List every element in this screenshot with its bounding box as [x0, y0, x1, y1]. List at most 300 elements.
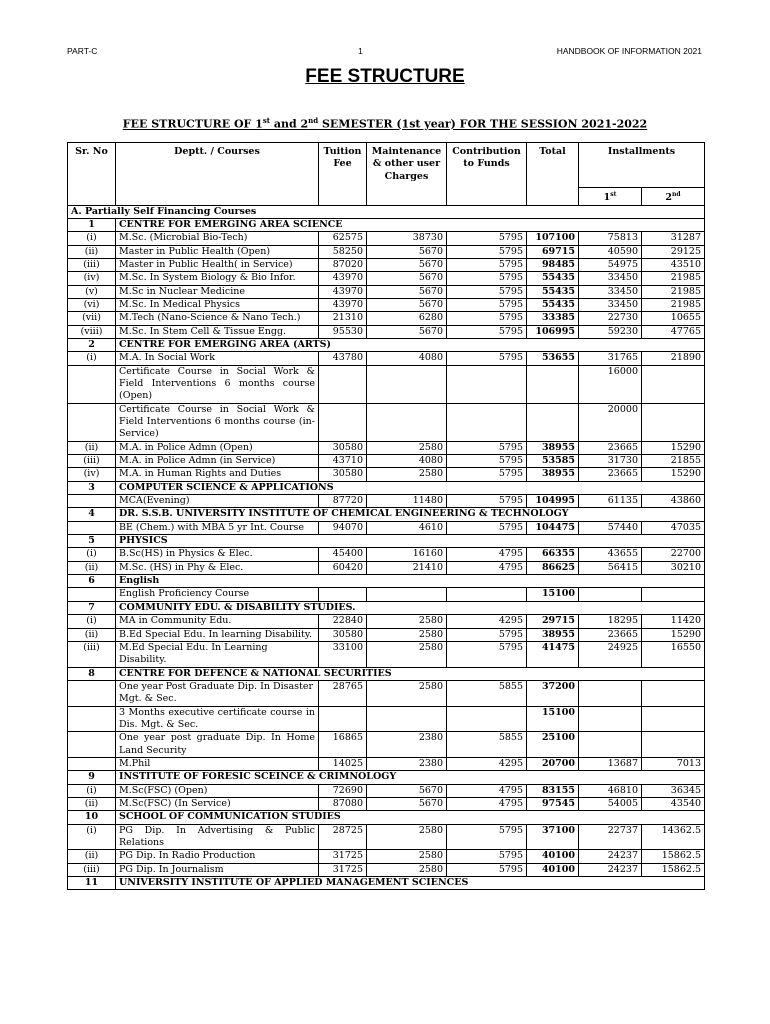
cell-sr: (i) — [68, 615, 116, 628]
cell-sr: 4 — [68, 508, 116, 521]
table-row — [68, 441, 705, 454]
cell-total: 15100 — [527, 588, 579, 601]
cell-contribution: 5795 — [447, 455, 527, 468]
cell-tuition: 95530 — [319, 325, 367, 338]
table-section-row — [68, 535, 705, 548]
cell-installment-1 — [579, 706, 642, 732]
page-title: FEE STRUCTURE — [305, 66, 465, 87]
cell-contribution: 5795 — [447, 863, 527, 876]
cell-total: 66355 — [527, 548, 579, 561]
cell-sr: 3 — [68, 481, 116, 494]
cell-installment-2 — [642, 732, 705, 758]
table-row — [68, 258, 705, 271]
table-section-row — [68, 481, 705, 494]
cell-tuition — [319, 403, 367, 441]
cell-sr — [68, 757, 116, 770]
cell-course: M.Ed Special Edu. In Learning Disability. — [116, 641, 319, 667]
table-section-row — [68, 575, 705, 588]
cell-course: Certificate Course in Social Work & Field Interventions 6 months course (in- Service) — [116, 403, 319, 441]
cell-total — [527, 403, 579, 441]
cell-installment-1: 33450 — [579, 272, 642, 285]
cell-maintenance: 16160 — [367, 548, 447, 561]
cell-tuition: 28765 — [319, 680, 367, 706]
cell-contribution: 5795 — [447, 312, 527, 325]
cell-contribution: 4295 — [447, 757, 527, 770]
cell-maintenance: 2580 — [367, 850, 447, 863]
table-section-row — [68, 338, 705, 351]
cell-installment-2: 30210 — [642, 561, 705, 574]
cell-installment-2: 11420 — [642, 615, 705, 628]
cell-maintenance: 2580 — [367, 680, 447, 706]
cell-course: M.Sc(FSC) (In Service) — [116, 797, 319, 810]
cell-tuition: 31725 — [319, 850, 367, 863]
cell-maintenance: 11480 — [367, 495, 447, 508]
table-row — [68, 232, 705, 245]
cell-contribution: 4295 — [447, 615, 527, 628]
cell-maintenance: 4610 — [367, 521, 447, 534]
cell-section-title: English — [116, 575, 705, 588]
cell-installment-1: 31765 — [579, 352, 642, 365]
table-section-row — [68, 601, 705, 614]
cell-course: One year Post Graduate Dip. In Disaster Mgt. & Sec. — [116, 680, 319, 706]
page-header-handbook: HANDBOOK OF INFORMATION 2021 — [556, 46, 702, 56]
cell-sr: (iv) — [68, 468, 116, 481]
cell-contribution: 5795 — [447, 285, 527, 298]
cell-contribution: 5795 — [447, 850, 527, 863]
cell-maintenance: 6280 — [367, 312, 447, 325]
cell-sr: (i) — [68, 824, 116, 850]
cell-installment-1: 23665 — [579, 468, 642, 481]
cell-section-title: SCHOOL OF COMMUNICATION STUDIES — [116, 811, 705, 824]
table-subtitle: FEE STRUCTURE OF 1st and 2nd SEMESTER (1st year) FOR THE SESSION 2021-2022 — [122, 116, 648, 131]
cell-maintenance — [367, 403, 447, 441]
cell-section-title: CENTRE FOR EMERGING AREA (ARTS) — [116, 338, 705, 351]
cell-installment-2: 15862.5 — [642, 850, 705, 863]
cell-tuition: 14025 — [319, 757, 367, 770]
cell-installment-1: 75813 — [579, 232, 642, 245]
cell-section-title: INSTITUTE OF FORESIC SCEINCE & CRIMNOLOGY — [116, 771, 705, 784]
cell-total: 53585 — [527, 455, 579, 468]
cell-contribution: 5795 — [447, 258, 527, 271]
table-section-row — [68, 508, 705, 521]
cell-sr — [68, 365, 116, 403]
cell-installment-2: 22700 — [642, 548, 705, 561]
cell-maintenance: 5670 — [367, 298, 447, 311]
cell-total: 20700 — [527, 757, 579, 770]
col-header-installments: Installments — [579, 143, 705, 188]
cell-total: 15100 — [527, 706, 579, 732]
cell-total: 25100 — [527, 732, 579, 758]
cell-total: 37200 — [527, 680, 579, 706]
cell-installment-2: 21985 — [642, 285, 705, 298]
cell-sr: (vii) — [68, 312, 116, 325]
table-row — [68, 680, 705, 706]
cell-tuition: 31725 — [319, 863, 367, 876]
cell-sr: (i) — [68, 784, 116, 797]
cell-installment-2: 15290 — [642, 441, 705, 454]
cell-tuition: 28725 — [319, 824, 367, 850]
cell-total: 86625 — [527, 561, 579, 574]
cell-section-title: UNIVERSITY INSTITUTE OF APPLIED MANAGEMENT SCIENCES — [116, 877, 705, 890]
col-header-contribution: Contribution to Funds — [447, 143, 527, 206]
cell-installment-2: 16550 — [642, 641, 705, 667]
cell-installment-1: 24237 — [579, 863, 642, 876]
table-row — [68, 850, 705, 863]
cell-maintenance: 5670 — [367, 325, 447, 338]
cell-installment-1 — [579, 680, 642, 706]
cell-course: MA in Community Edu. — [116, 615, 319, 628]
cell-maintenance: 2380 — [367, 757, 447, 770]
cell-maintenance: 2580 — [367, 824, 447, 850]
table-row — [68, 495, 705, 508]
table-row — [68, 561, 705, 574]
cell-total: 29715 — [527, 615, 579, 628]
table-row — [68, 312, 705, 325]
cell-maintenance: 2580 — [367, 615, 447, 628]
cell-installment-1: 40590 — [579, 245, 642, 258]
cell-course: M.A. in Police Admn (Open) — [116, 441, 319, 454]
cell-course: PG Dip. In Radio Production — [116, 850, 319, 863]
cell-sr: 5 — [68, 535, 116, 548]
table-row — [68, 588, 705, 601]
cell-maintenance: 4080 — [367, 455, 447, 468]
cell-sr: (ii) — [68, 628, 116, 641]
table-row — [68, 325, 705, 338]
table-row — [68, 628, 705, 641]
cell-installment-1 — [579, 732, 642, 758]
cell-sr: (vi) — [68, 298, 116, 311]
cell-course: PG Dip. In Journalism — [116, 863, 319, 876]
table-row — [68, 824, 705, 850]
cell-sr: (viii) — [68, 325, 116, 338]
cell-contribution: 4795 — [447, 797, 527, 810]
cell-tuition: 87020 — [319, 258, 367, 271]
cell-tuition: 87080 — [319, 797, 367, 810]
cell-sr — [68, 588, 116, 601]
col-header-tuition: Tuition Fee — [319, 143, 367, 206]
cell-installment-1: 22737 — [579, 824, 642, 850]
cell-section-title: DR. S.S.B. UNIVERSITY INSTITUTE OF CHEMICAL ENGINEERING & TECHNOLOGY — [116, 508, 705, 521]
cell-tuition: 16865 — [319, 732, 367, 758]
cell-total: 69715 — [527, 245, 579, 258]
cell-sr: (i) — [68, 352, 116, 365]
cell-course: Certificate Course in Social Work & Field Interventions 6 months course (Open) — [116, 365, 319, 403]
table-section-row — [68, 667, 705, 680]
cell-sr: (iii) — [68, 258, 116, 271]
cell-contribution: 4795 — [447, 548, 527, 561]
page-header-part: PART-C — [67, 46, 98, 56]
cell-installment-1: 33450 — [579, 298, 642, 311]
cell-sr: 1 — [68, 218, 116, 231]
cell-maintenance — [367, 365, 447, 403]
cell-contribution: 5795 — [447, 824, 527, 850]
table-row — [68, 272, 705, 285]
cell-installment-2: 29125 — [642, 245, 705, 258]
table-row — [68, 521, 705, 534]
table-row — [68, 784, 705, 797]
cell-installment-1: 20000 — [579, 403, 642, 441]
table-row — [68, 352, 705, 365]
table-section-row — [68, 877, 705, 890]
cell-maintenance: 2580 — [367, 628, 447, 641]
cell-installment-1: 16000 — [579, 365, 642, 403]
cell-tuition: 22840 — [319, 615, 367, 628]
cell-sr — [68, 521, 116, 534]
cell-contribution: 5795 — [447, 641, 527, 667]
cell-contribution: 4795 — [447, 784, 527, 797]
cell-sr: (iii) — [68, 455, 116, 468]
page-number: 1 — [358, 46, 363, 56]
cell-contribution: 4795 — [447, 561, 527, 574]
table-row — [68, 757, 705, 770]
cell-course: M.Sc. In Medical Physics — [116, 298, 319, 311]
cell-tuition: 43710 — [319, 455, 367, 468]
fee-table — [67, 142, 705, 890]
cell-course: M.A. in Police Admn (in Service) — [116, 455, 319, 468]
cell-contribution — [447, 403, 527, 441]
cell-contribution: 5795 — [447, 468, 527, 481]
cell-sr: (ii) — [68, 797, 116, 810]
cell-installment-2: 15290 — [642, 468, 705, 481]
cell-sr: (iii) — [68, 863, 116, 876]
table-section-row — [68, 218, 705, 231]
cell-contribution: 5795 — [447, 521, 527, 534]
table-row — [68, 403, 705, 441]
cell-installment-1: 24925 — [579, 641, 642, 667]
table-row — [68, 468, 705, 481]
cell-tuition: 30580 — [319, 441, 367, 454]
cell-sr: (iv) — [68, 272, 116, 285]
cell-section-title: COMPUTER SCIENCE & APPLICATIONS — [116, 481, 705, 494]
cell-installment-2: 31287 — [642, 232, 705, 245]
cell-sr — [68, 403, 116, 441]
cell-tuition: 45400 — [319, 548, 367, 561]
cell-installment-1: 24237 — [579, 850, 642, 863]
cell-tuition: 58250 — [319, 245, 367, 258]
cell-total: 55435 — [527, 298, 579, 311]
cell-tuition: 30580 — [319, 628, 367, 641]
cell-section-title: COMMUNITY EDU. & DISABILITY STUDIES. — [116, 601, 705, 614]
cell-sr: 10 — [68, 811, 116, 824]
cell-tuition: 43970 — [319, 272, 367, 285]
cell-installment-2: 10655 — [642, 312, 705, 325]
cell-sr: (i) — [68, 232, 116, 245]
cell-maintenance: 5670 — [367, 272, 447, 285]
cell-installment-1: 33450 — [579, 285, 642, 298]
cell-total: 38955 — [527, 441, 579, 454]
cell-sr: 2 — [68, 338, 116, 351]
cell-sr: (ii) — [68, 441, 116, 454]
cell-tuition: 62575 — [319, 232, 367, 245]
cell-section-title: CENTRE FOR EMERGING AREA SCIENCE — [116, 218, 705, 231]
table-row — [68, 245, 705, 258]
cell-sr: 9 — [68, 771, 116, 784]
cell-sr: (ii) — [68, 850, 116, 863]
cell-course: PG Dip. In Advertising & Public Relations — [116, 824, 319, 850]
cell-total: 33385 — [527, 312, 579, 325]
cell-maintenance — [367, 588, 447, 601]
col-header-inst2: 2nd — [642, 188, 705, 206]
cell-installment-2 — [642, 680, 705, 706]
table-row — [68, 455, 705, 468]
cell-sr: (iii) — [68, 641, 116, 667]
cell-course: MCA(Evening) — [116, 495, 319, 508]
cell-sr — [68, 732, 116, 758]
table-row — [68, 797, 705, 810]
cell-contribution: 5795 — [447, 232, 527, 245]
cell-contribution: 5795 — [447, 245, 527, 258]
table-row — [68, 706, 705, 732]
cell-tuition — [319, 365, 367, 403]
cell-sr: 11 — [68, 877, 116, 890]
cell-contribution — [447, 588, 527, 601]
cell-installment-1: 31730 — [579, 455, 642, 468]
cell-installment-1: 13687 — [579, 757, 642, 770]
cell-total: 83155 — [527, 784, 579, 797]
cell-installment-2: 21855 — [642, 455, 705, 468]
cell-tuition — [319, 588, 367, 601]
cell-installment-2: 47765 — [642, 325, 705, 338]
cell-total: 98485 — [527, 258, 579, 271]
cell-installment-1: 22730 — [579, 312, 642, 325]
table-row — [68, 615, 705, 628]
table-section-row — [68, 811, 705, 824]
cell-maintenance: 2580 — [367, 641, 447, 667]
cell-course: 3 Months executive certificate course in Dis. Mgt. & Sec. — [116, 706, 319, 732]
cell-maintenance: 5670 — [367, 258, 447, 271]
cell-course: M.Sc. (Microbial Bio-Tech) — [116, 232, 319, 245]
cell-maintenance: 5670 — [367, 797, 447, 810]
table-row — [68, 365, 705, 403]
cell-contribution: 5795 — [447, 441, 527, 454]
cell-sr: 6 — [68, 575, 116, 588]
cell-section-title: CENTRE FOR DEFENCE & NATIONAL SECURITIES — [116, 667, 705, 680]
cell-installment-2: 21890 — [642, 352, 705, 365]
cell-tuition: 87720 — [319, 495, 367, 508]
section-heading: A. Partially Self Financing Courses — [68, 205, 705, 218]
cell-sr — [68, 706, 116, 732]
cell-contribution: 5795 — [447, 352, 527, 365]
cell-total: 38955 — [527, 628, 579, 641]
cell-installment-2: 43510 — [642, 258, 705, 271]
cell-installment-2: 15290 — [642, 628, 705, 641]
cell-course: M.Sc(FSC) (Open) — [116, 784, 319, 797]
cell-installment-1: 59230 — [579, 325, 642, 338]
cell-maintenance: 2380 — [367, 732, 447, 758]
cell-total — [527, 365, 579, 403]
cell-sr: 8 — [68, 667, 116, 680]
cell-course: One year post graduate Dip. In Home Land Security — [116, 732, 319, 758]
cell-maintenance: 2580 — [367, 441, 447, 454]
cell-installment-2: 21985 — [642, 272, 705, 285]
cell-installment-2: 21985 — [642, 298, 705, 311]
cell-installment-1: 61135 — [579, 495, 642, 508]
cell-installment-1: 23665 — [579, 441, 642, 454]
cell-tuition: 43780 — [319, 352, 367, 365]
cell-contribution: 5855 — [447, 732, 527, 758]
cell-maintenance: 21410 — [367, 561, 447, 574]
cell-total: 55435 — [527, 272, 579, 285]
cell-contribution: 5795 — [447, 628, 527, 641]
cell-installment-1: 54975 — [579, 258, 642, 271]
cell-total: 106995 — [527, 325, 579, 338]
cell-installment-2: 43860 — [642, 495, 705, 508]
cell-course: BE (Chem.) with MBA 5 yr Int. Course — [116, 521, 319, 534]
cell-tuition: 60420 — [319, 561, 367, 574]
cell-course: B.Ed Special Edu. In learning Disability. — [116, 628, 319, 641]
cell-contribution: 5855 — [447, 680, 527, 706]
cell-total: 38955 — [527, 468, 579, 481]
col-header-total: Total — [527, 143, 579, 206]
cell-course: B.Sc(HS) in Physics & Elec. — [116, 548, 319, 561]
cell-total: 37100 — [527, 824, 579, 850]
cell-course: Master in Public Health( in Service) — [116, 258, 319, 271]
cell-total: 107100 — [527, 232, 579, 245]
cell-tuition: 43970 — [319, 298, 367, 311]
cell-installment-1: 18295 — [579, 615, 642, 628]
table-row — [68, 298, 705, 311]
cell-total: 55435 — [527, 285, 579, 298]
cell-installment-2: 7013 — [642, 757, 705, 770]
cell-course: English Proficiency Course — [116, 588, 319, 601]
cell-total: 104995 — [527, 495, 579, 508]
cell-sr — [68, 680, 116, 706]
cell-installment-1: 54005 — [579, 797, 642, 810]
cell-tuition: 94070 — [319, 521, 367, 534]
cell-installment-1: 23665 — [579, 628, 642, 641]
cell-course: Master in Public Health (Open) — [116, 245, 319, 258]
cell-contribution: 5795 — [447, 495, 527, 508]
cell-total: 104475 — [527, 521, 579, 534]
table-row — [68, 285, 705, 298]
cell-sr: (v) — [68, 285, 116, 298]
cell-tuition: 33100 — [319, 641, 367, 667]
cell-tuition: 30580 — [319, 468, 367, 481]
cell-contribution — [447, 365, 527, 403]
cell-total: 97545 — [527, 797, 579, 810]
cell-contribution: 5795 — [447, 298, 527, 311]
col-header-inst1: 1st — [579, 188, 642, 206]
cell-course: M.Sc. In System Biology & Bio Infor. — [116, 272, 319, 285]
cell-course: M.Tech (Nano-Science & Nano Tech.) — [116, 312, 319, 325]
col-header-sr: Sr. No — [68, 143, 116, 206]
cell-total: 41475 — [527, 641, 579, 667]
table-row — [68, 548, 705, 561]
cell-installment-2 — [642, 365, 705, 403]
cell-tuition: 21310 — [319, 312, 367, 325]
cell-installment-2: 15862.5 — [642, 863, 705, 876]
cell-installment-2: 36345 — [642, 784, 705, 797]
cell-maintenance: 5670 — [367, 245, 447, 258]
cell-maintenance — [367, 706, 447, 732]
cell-installment-2 — [642, 403, 705, 441]
cell-maintenance: 38730 — [367, 232, 447, 245]
cell-sr: (ii) — [68, 245, 116, 258]
table-row — [68, 863, 705, 876]
cell-sr: 7 — [68, 601, 116, 614]
table-row — [68, 641, 705, 667]
cell-installment-1: 43655 — [579, 548, 642, 561]
cell-tuition — [319, 706, 367, 732]
cell-sr — [68, 495, 116, 508]
cell-installment-1: 56415 — [579, 561, 642, 574]
cell-course: M.A. In Social Work — [116, 352, 319, 365]
cell-installment-2: 43540 — [642, 797, 705, 810]
cell-course: M.A. in Human Rights and Duties — [116, 468, 319, 481]
cell-course: M.Sc. In Stem Cell & Tissue Engg. — [116, 325, 319, 338]
cell-total: 40100 — [527, 863, 579, 876]
table-section-row — [68, 771, 705, 784]
